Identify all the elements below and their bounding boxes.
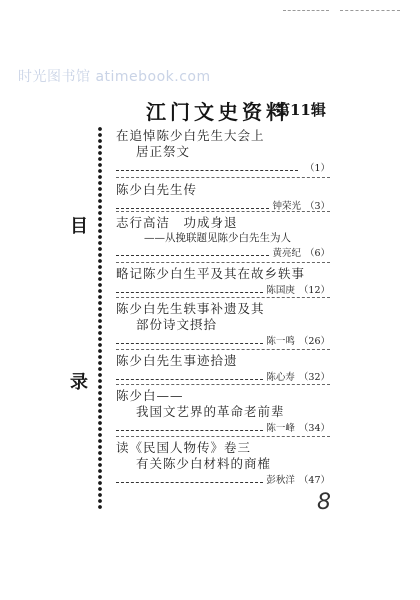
entry-author-line xyxy=(116,423,330,435)
top-edge-dash-right xyxy=(340,10,400,11)
entry-title: 陈少白先生传 xyxy=(116,182,198,197)
book-title: 江门文史资料 xyxy=(146,100,290,124)
entry-author: 黄亮纪 xyxy=(272,248,301,259)
entry-divider xyxy=(116,384,330,385)
toc-entry[interactable] xyxy=(116,440,330,487)
entry-author: 陈一鸣 xyxy=(266,336,295,347)
leader-dashes xyxy=(116,343,263,344)
toc-entry[interactable] xyxy=(116,353,330,384)
top-edge-dash-left xyxy=(283,10,329,11)
entry-divider xyxy=(116,262,330,263)
leader-dashes xyxy=(116,292,263,293)
entry-page: （1） xyxy=(304,163,330,174)
entry-author: 陈心寿 xyxy=(266,372,295,383)
entry-author: 钟荣光 xyxy=(272,201,301,212)
leader-dashes xyxy=(116,379,263,380)
entry-author-line xyxy=(116,163,330,175)
entry-author-line xyxy=(116,285,330,297)
side-title-mu: 目 xyxy=(70,216,88,237)
entry-title: 略记陈少白生平及其在故乡轶事 xyxy=(116,266,306,281)
entry-author-line xyxy=(116,336,330,348)
entry-title: 在追悼陈少白先生大会上 xyxy=(116,128,265,143)
handwritten-page-note: 8 xyxy=(317,490,331,515)
entry-page: （6） xyxy=(304,248,330,259)
entry-page: （26） xyxy=(298,336,330,347)
entry-title: 陈少白先生轶事补遗及其 xyxy=(116,301,265,316)
entry-author: 彭秋洋 xyxy=(266,475,295,486)
entry-page: （32） xyxy=(298,372,330,383)
entry-page: （12） xyxy=(298,285,330,296)
entry-divider xyxy=(116,211,330,212)
watermark: 时光图书馆 atimebook.com xyxy=(18,69,211,85)
entry-author-line xyxy=(116,475,330,487)
entry-author-line xyxy=(116,248,330,260)
toc-entry[interactable] xyxy=(116,266,330,297)
toc-entry[interactable] xyxy=(116,388,330,435)
entry-title: 陈少白—— xyxy=(116,388,184,403)
entry-divider xyxy=(116,436,330,437)
entry-page: （47） xyxy=(298,475,330,486)
leader-dashes xyxy=(116,255,269,256)
leader-dashes xyxy=(116,482,263,483)
entry-subtitle: 居正祭文 xyxy=(136,144,191,159)
entry-divider xyxy=(116,177,330,178)
toc-entry[interactable] xyxy=(116,182,330,213)
entry-page: （3） xyxy=(304,201,330,212)
leader-dashes xyxy=(116,430,263,431)
dotted-column-border xyxy=(96,126,104,510)
entry-page: （34） xyxy=(298,423,330,434)
entry-title: 志行高洁 功成身退 xyxy=(116,215,238,230)
entry-divider xyxy=(116,297,330,298)
entry-author-line xyxy=(116,372,330,384)
entry-title: 读《民国人物传》卷三 xyxy=(116,440,252,455)
entry-author: 陈一峰 xyxy=(266,423,295,434)
entry-subtitle: ——从挽联题见陈少白先生为人 xyxy=(144,232,291,244)
entry-subtitle: 有关陈少白材料的商榷 xyxy=(136,456,272,471)
issue-number: 第11辑 xyxy=(275,101,326,119)
entry-subtitle: 我国文艺界的革命老前辈 xyxy=(136,404,285,419)
leader-dashes xyxy=(116,170,298,171)
toc-entry[interactable] xyxy=(116,215,330,260)
side-title-lu: 录 xyxy=(70,372,88,393)
entry-divider xyxy=(116,349,330,350)
entry-title: 陈少白先生事迹拾遗 xyxy=(116,353,238,368)
toc-entry[interactable] xyxy=(116,128,330,175)
entry-author: 陈国庚 xyxy=(266,285,295,296)
leader-dashes xyxy=(116,208,269,209)
toc-entry[interactable] xyxy=(116,301,330,348)
entry-subtitle: 部份诗文摂拾 xyxy=(136,317,218,332)
